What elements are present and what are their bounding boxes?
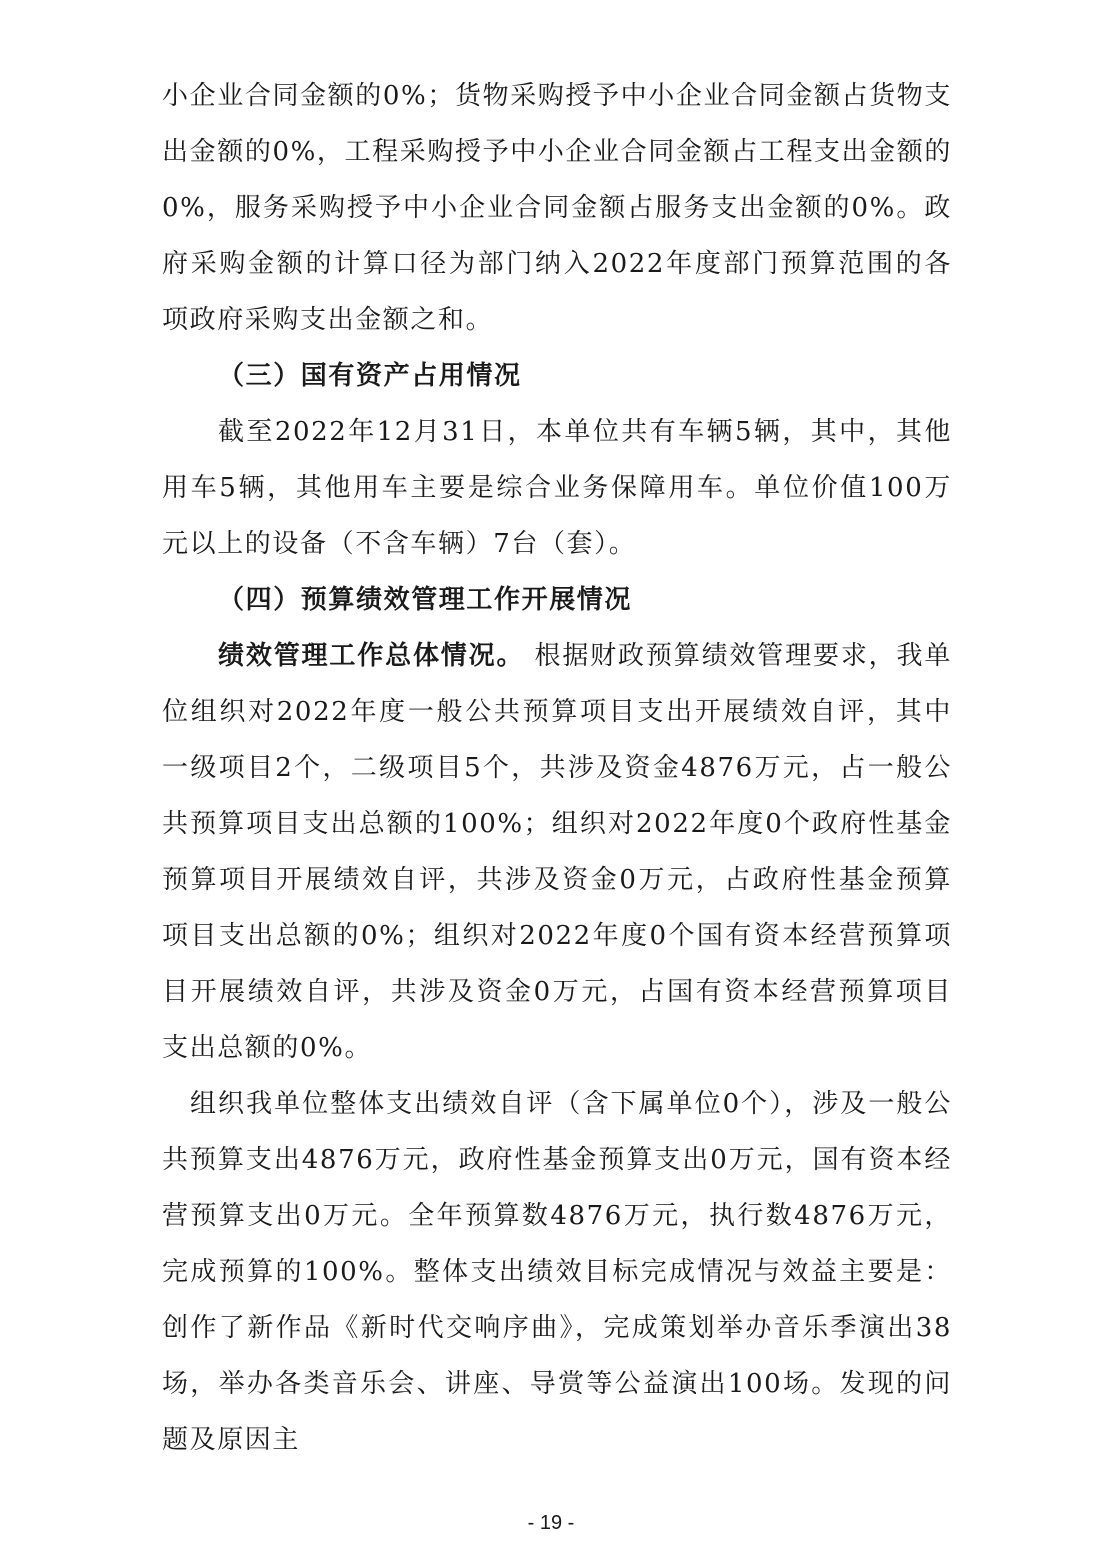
paragraph-procurement: 小企业合同金额的0%；货物采购授予中小企业合同金额占货物支出金额的0%，工程采购授予中小企业合同金额占工程支出金额的0%，服务采购授予中小企业合同金额占服务支出金额的0%。政府采购金额的计算口径为部门纳入2022年度部门预算范围的各项政府采购支出金额之和。 <box>162 81 952 335</box>
paragraph-assets: 截至2022年12月31日，本单位共有车辆5辆，其中，其他用车5辆，其他用车主要是综合业务保障用车。单位价值100万元以上的设备（不含车辆）7台（套）。 <box>162 417 952 559</box>
document-body <box>162 68 952 1468</box>
paragraph-performance <box>162 628 952 1076</box>
page-number: - 19 - <box>527 1512 575 1534</box>
paragraph-performance-body: 根据财政预算绩效管理要求，我单位组织对2022年度一般公共预算项目支出开展绩效自评，其中一级项目2个，二级项目5个，共涉及资金4876万元，占一般公共预算项目支出总额的100%；组织对2022年度0个政府性基金预算项目开展绩效自评，共涉及资金0万元，占政府性基金预算项目支出总额的0%；组织对2022年度0个国有资本经营预算项目开展绩效自评，共涉及资金0万元，占国有资本经营预算项目支出总额的0%。 <box>162 641 952 1063</box>
heading-state-assets: （三）国有资产占用情况 <box>218 361 522 391</box>
heading-performance-management: （四）预算绩效管理工作开展情况 <box>218 585 633 615</box>
paragraph-lead: 绩效管理工作总体情况。 <box>218 641 525 671</box>
paragraph-overall-evaluation: 组织我单位整体支出绩效自评（含下属单位0个），涉及一般公共预算支出4876万元，政府性基金预算支出0万元，国有资本经营预算支出0万元。全年预算数4876万元，执行数4876万元，完成预算的100%。整体支出绩效目标完成情况与效益主要是：创作了新作品《新时代交响序曲》，完成策划举办音乐季演出38场，举办各类音乐会、讲座、导赏等公益演出100场。发现的问题及原因主 <box>162 1089 952 1455</box>
